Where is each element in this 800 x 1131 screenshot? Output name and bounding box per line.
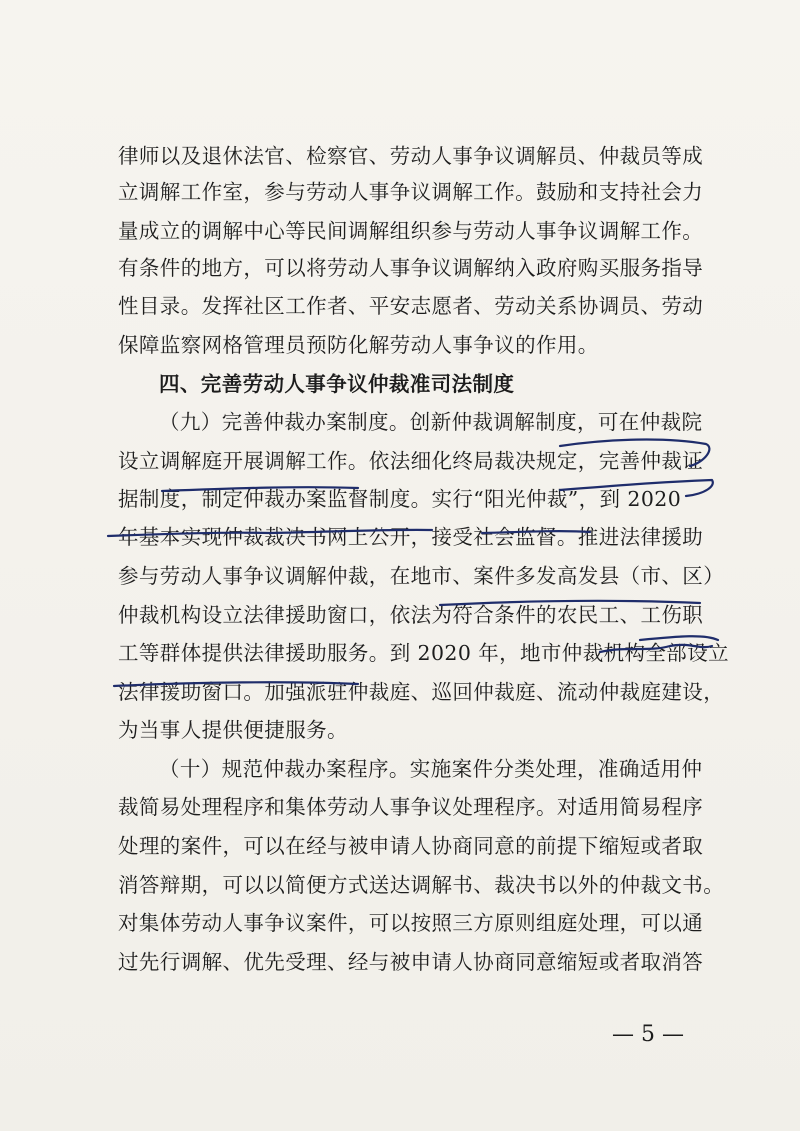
- text-line: 立调解工作室，参与劳动人事争议调解工作。鼓励和支持社会力: [118, 180, 704, 204]
- text-line: 过先行调解、优先受理、经与被申请人协商同意缩短或者取消答: [118, 950, 704, 974]
- text-line: 性目录。发挥社区工作者、平安志愿者、劳动关系协调员、劳动: [118, 294, 704, 318]
- text-line: 为当事人提供便捷服务。: [118, 718, 348, 742]
- text-line: 工等群体提供法律援助服务。到 2020 年，地市仲裁机构全部设立: [118, 641, 730, 665]
- page-number: — 5 —: [612, 1022, 684, 1047]
- text-line: 有条件的地方，可以将劳动人事争议调解纳入政府购买服务指导: [118, 256, 704, 280]
- text-line: 保障监察网格管理员预防化解劳动人事争议的作用。: [118, 333, 599, 357]
- text-line: 消答辩期，可以以简便方式送达调解书、裁决书以外的仲裁文书。: [118, 873, 725, 897]
- text-line: 处理的案件，可以在经与被申请人协商同意的前提下缩短或者取: [118, 834, 704, 858]
- text-line: 法律援助窗口。加强派驻仲裁庭、巡回仲裁庭、流动仲裁庭建设，: [118, 680, 725, 704]
- text-line: 据制度，制定仲裁办案监督制度。实行“阳光仲裁”，到 2020: [118, 487, 682, 511]
- text-line: 律师以及退休法官、检察官、劳动人事争议调解员、仲裁员等成: [118, 144, 704, 168]
- text-line: 年基本实现仲裁裁决书网上公开，接受社会监督。推进法律援助: [118, 525, 704, 549]
- text-line: 参与劳动人事争议调解仲裁，在地市、案件多发高发县（市、区）: [118, 564, 725, 588]
- text-line: 量成立的调解中心等民间调解组织参与劳动人事争议调解工作。: [118, 219, 704, 243]
- text-line: 设立调解庭开展调解工作。依法细化终局裁决规定，完善仲裁证: [118, 449, 704, 473]
- text-line: 仲裁机构设立法律援助窗口，依法为符合条件的农民工、工伤职: [118, 603, 704, 627]
- paragraph-nine-start: （九）完善仲裁办案制度。创新仲裁调解制度，可在仲裁院: [159, 410, 703, 434]
- section-heading: 四、完善劳动人事争议仲裁准司法制度: [159, 372, 515, 396]
- text-line: 裁简易处理程序和集体劳动人事争议处理程序。对适用简易程序: [118, 795, 704, 819]
- paragraph-ten-start: （十）规范仲裁办案程序。实施案件分类处理，准确适用仲: [159, 757, 703, 781]
- text-line: 对集体劳动人事争议案件，可以按照三方原则组庭处理，可以通: [118, 911, 704, 935]
